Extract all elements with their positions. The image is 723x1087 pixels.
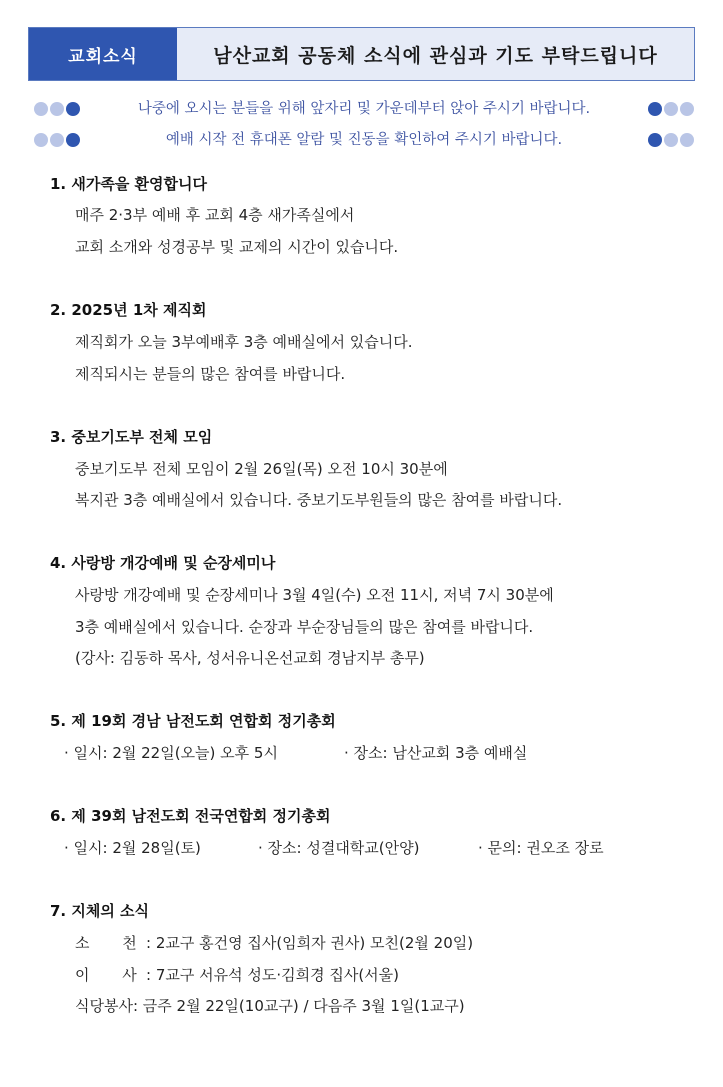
member-news-item <box>75 932 473 954</box>
section-title: 6. 제 39회 남전도회 전국연합회 정기총회 <box>50 807 331 825</box>
member-news-label: 소 천 <box>75 934 137 952</box>
member-news-label: 이 사 <box>75 966 137 984</box>
notice-text: 나중에 오시는 분들을 위해 앞자리 및 가운데부터 앉아 주시기 바랍니다. <box>137 101 591 117</box>
section-text: 제직되시는 분들의 많은 참여를 바랍니다. <box>75 365 346 383</box>
dot-icon <box>680 102 694 116</box>
section-text: 복지관 3층 예배실에서 있습니다. 중보기도부원들의 많은 참여를 바랍니다. <box>75 491 563 509</box>
notice-text: 예배 시작 전 휴대폰 알람 및 진동을 확인하여 주시기 바랍니다. <box>165 132 563 148</box>
member-news-text: : 금주 2월 22일(10교구) / 다음주 3월 1일(1교구) <box>132 997 465 1015</box>
bullet-date: · 일시: 2월 28일(토) <box>64 839 201 857</box>
bullet-place: · 장소: 남산교회 3층 예배실 <box>344 744 528 762</box>
dot-icon <box>648 133 662 147</box>
section-text: 3층 예배실에서 있습니다. 순장과 부순장님들의 많은 참여를 바랍니다. <box>75 618 534 636</box>
section-title: 3. 중보기도부 전체 모임 <box>50 428 213 446</box>
dot-icon <box>648 102 662 116</box>
section-text: 사랑방 개강예배 및 순장세미나 3월 4일(수) 오전 11시, 저녁 7시 30분에 <box>75 586 554 604</box>
section-title: 5. 제 19회 경남 남전도회 연합회 정기총회 <box>50 712 336 730</box>
bullet-place: · 장소: 성결대학교(안양) <box>258 839 420 857</box>
section-title: 2. 2025년 1차 제직회 <box>50 301 207 319</box>
member-news-label: 식당봉사 <box>75 997 133 1015</box>
section-text: 매주 2·3부 예배 후 교회 4층 새가족실에서 <box>75 206 355 224</box>
member-news-item <box>75 995 465 1017</box>
dots-decoration-right <box>648 133 694 147</box>
bullet-contact: · 문의: 권오조 장로 <box>478 839 604 857</box>
member-news-text: : 2교구 홍건영 집사(임희자 권사) 모친(2월 20일) <box>146 934 474 952</box>
section-text: 교회 소개와 성경공부 및 교제의 시간이 있습니다. <box>75 238 399 256</box>
member-news-text: : 7교구 서유석 성도·김희경 집사(서울) <box>146 966 400 984</box>
page-title: 남산교회 공동체 소식에 관심과 기도 부탁드립니다 <box>213 44 658 67</box>
dot-icon <box>664 133 678 147</box>
dot-icon <box>680 133 694 147</box>
section-text: 제직회가 오늘 3부예배후 3층 예배실에서 있습니다. <box>75 333 413 351</box>
category-tag: 교회소식 <box>29 28 177 80</box>
section-title: 7. 지체의 소식 <box>50 902 150 920</box>
member-news-item <box>75 964 399 986</box>
section-title: 1. 새가족을 환영합니다 <box>50 175 207 193</box>
section-text: 중보기도부 전체 모임이 2월 26일(목) 오전 10시 30분에 <box>75 460 448 478</box>
bullet-date: · 일시: 2월 22일(오늘) 오후 5시 <box>64 744 278 762</box>
notice-line-2 <box>34 128 694 152</box>
section-title: 4. 사랑방 개강예배 및 순장세미나 <box>50 554 276 572</box>
header-banner <box>28 27 695 81</box>
dots-decoration-right <box>648 102 694 116</box>
dot-icon <box>664 102 678 116</box>
notice-line-1 <box>34 97 694 121</box>
section-text: (강사: 김동하 목사, 성서유니온선교회 경남지부 총무) <box>75 649 425 667</box>
